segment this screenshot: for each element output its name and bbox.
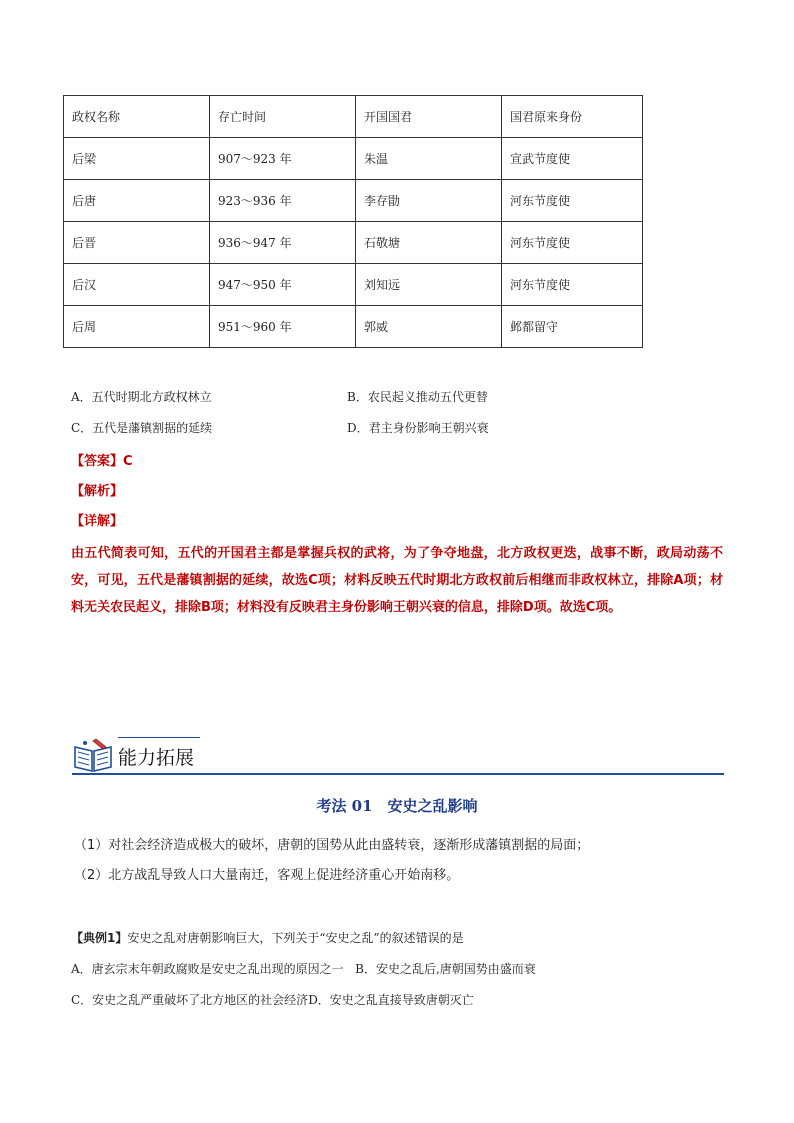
point-1: （1）对社会经济造成极大的破坏，唐朝的国势从此由盛转衰，逐渐形成藩镇割据的局面；	[74, 838, 590, 853]
table-cell: 政权名称	[64, 96, 210, 138]
option-b: B．农民起义推动五代更替	[347, 390, 488, 404]
example-question-text: 安史之乱对唐朝影响巨大，下列关于“安史之乱”的叙述错误的是	[127, 931, 464, 945]
table-cell: 宣武节度使	[502, 138, 643, 180]
table-header-row	[64, 96, 643, 138]
example-option-b: B．安史之乱后,唐朝国势由盛而衰	[355, 962, 536, 976]
table-cell: 邺都留守	[502, 306, 643, 348]
table-cell: 907～923 年	[210, 138, 356, 180]
table-cell: 河东节度使	[502, 180, 643, 222]
table-row	[64, 264, 643, 306]
detail-label: 【详解】	[71, 514, 124, 529]
point-2: （2）北方战乱导致人口大量南迁，客观上促进经济重心开始南移。	[74, 868, 460, 883]
table-cell: 947～950 年	[210, 264, 356, 306]
table-row	[64, 222, 643, 264]
table-cell: 923～936 年	[210, 180, 356, 222]
analysis-label: 【解析】	[71, 484, 124, 499]
table-cell: 存亡时间	[210, 96, 356, 138]
table-cell: 国君原来身份	[502, 96, 643, 138]
table-row	[64, 306, 643, 348]
example-question	[71, 929, 464, 946]
table-cell: 后汉	[64, 264, 210, 306]
option-a: A．五代时期北方政权林立	[71, 390, 212, 404]
option-c: C．五代是藩镇割据的延续	[71, 421, 213, 435]
dynasty-table	[63, 95, 643, 348]
table-cell: 936～947 年	[210, 222, 356, 264]
example-options-cd	[71, 991, 474, 1008]
section-title: 能力拓展	[118, 747, 195, 769]
example-option-a: A．唐玄宗末年朝政腐败是安史之乱出现的原因之一	[71, 962, 344, 976]
table-cell: 后梁	[64, 138, 210, 180]
table-cell: 郭威	[356, 306, 502, 348]
open-book-icon	[72, 737, 114, 773]
example-tag: 【典例1】	[71, 931, 128, 945]
table-cell: 后唐	[64, 180, 210, 222]
table-cell: 开国国君	[356, 96, 502, 138]
table-row	[64, 180, 643, 222]
example-option-d: D．安史之乱直接导致唐朝灭亡	[308, 993, 474, 1007]
table-cell: 刘知远	[356, 264, 502, 306]
table-cell: 河东节度使	[502, 222, 643, 264]
section-header	[72, 735, 724, 775]
table-cell: 李存勖	[356, 180, 502, 222]
table-cell: 后晋	[64, 222, 210, 264]
table-cell: 朱温	[356, 138, 502, 180]
option-d: D．君主身份影响王朝兴衰	[347, 421, 489, 435]
table-cell: 后周	[64, 306, 210, 348]
answer-label: 【答案】C	[71, 454, 133, 469]
table-cell: 951～960 年	[210, 306, 356, 348]
kaofa-title: 考法 01 安史之乱影响	[316, 797, 478, 815]
example-options-ab	[71, 960, 536, 977]
example-option-c: C．安史之乱严重破坏了北方地区的社会经济	[71, 993, 309, 1007]
table-cell: 石敬塘	[356, 222, 502, 264]
detail-text: 由五代简表可知，五代的开国君主都是掌握兵权的武将，为了争夺地盘，北方政权更迭，战事不断，政局动荡不安，可见，五代是藩镇割据的延续，故选C项；材料反映五代时期北方政权前后相继而非政权林立，排除A项；材料无关农民起义，排除B项；材料没有反映君主身份影响王朝兴衰的信息，排除D项。故选C项。	[71, 546, 723, 615]
table-row	[64, 138, 643, 180]
table-cell: 河东节度使	[502, 264, 643, 306]
